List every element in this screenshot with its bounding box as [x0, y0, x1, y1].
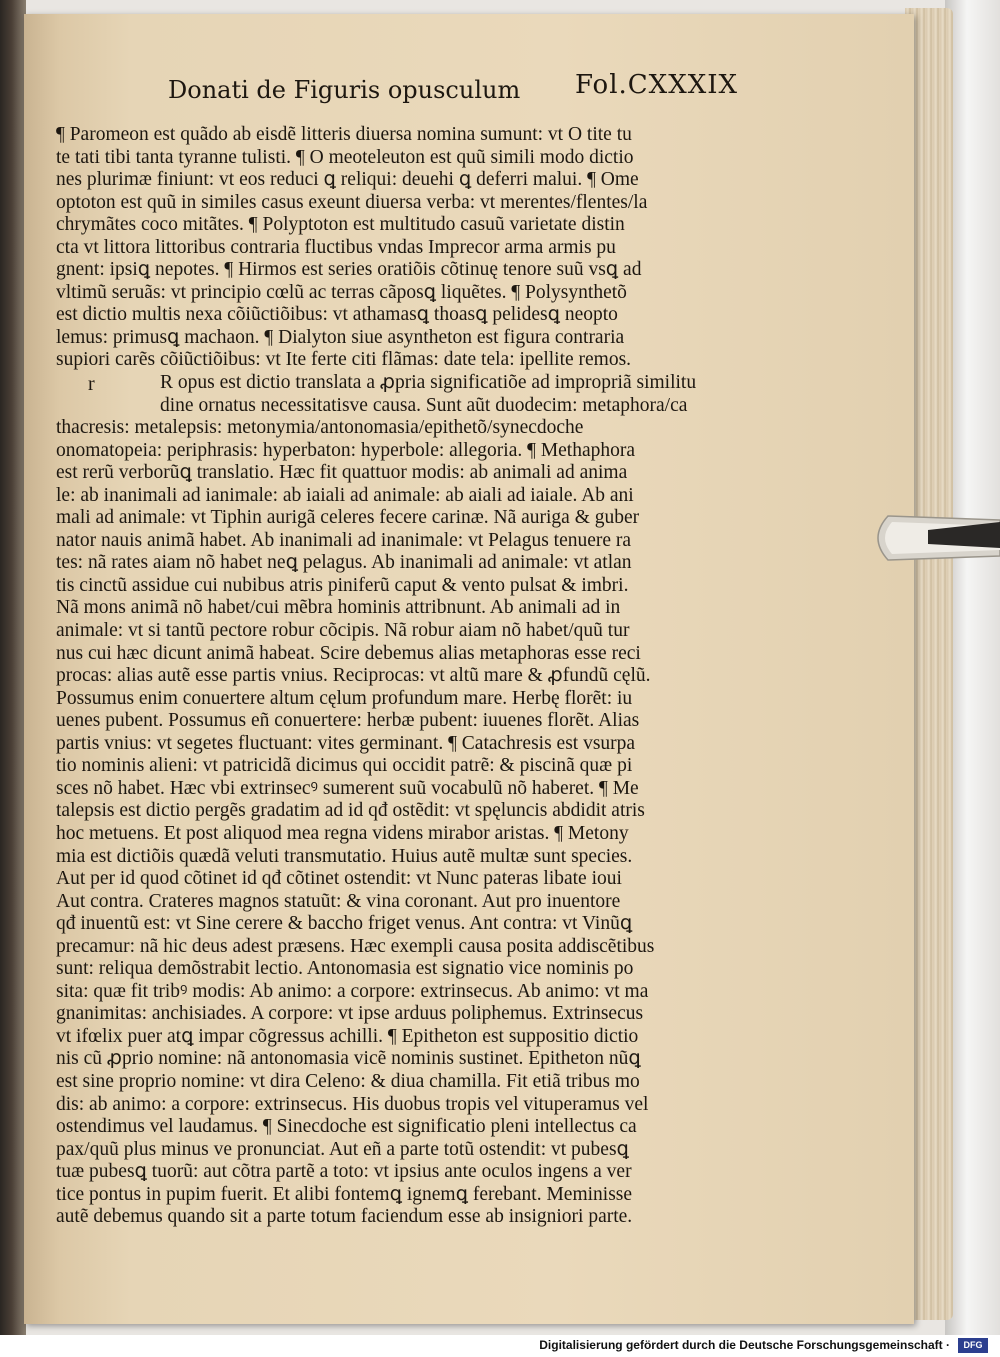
page-clip-holder — [868, 508, 1000, 568]
text-line: le: ab inanimali ad ianimale: ab iaiali ad animale: ab aiali ad iaiale. Ab ani — [56, 484, 634, 506]
book-cover-edge — [945, 0, 1000, 1335]
text-line: sces nõ habet. Hæc vbi extrinsecꝰ sumerent suũ vocabulũ nõ haberet. ¶ Me — [56, 777, 639, 799]
text-line: Aut contra. Crateres magnos statuũt: & vina coronant. Aut pro inuentore — [56, 890, 621, 912]
text-line: gnent: ipsiꝗ nepotes. ¶ Hirmos est series oratiõis cõtinuę tenore suũ vsꝗ ad — [56, 259, 642, 281]
text-line: ¶ Paromeon est quãdo ab eisdẽ litteris diuersa nomina sumunt: vt O tite tu — [56, 124, 632, 145]
folio-number: Fol.CXXXIX — [574, 70, 738, 100]
text-line: animale: vt si tantũ pectore robur cõcipis. Nã robur aiam nõ habet/quũ tur — [56, 620, 630, 642]
body-text — [56, 124, 734, 1229]
text-line: sita: quæ fit tribꝰ modis: Ab animo: a corpore: extrinsecus. Ab animo: vt ma — [56, 980, 649, 1002]
text-line: procas: alias autẽ esse partis vnius. Reciprocas: vt altũ mare & ꝓfundũ cęlũ. — [56, 665, 651, 687]
text-line: thacresis: metalepsis: metonymia/antonomasia/epithetõ/synecdoche — [56, 417, 584, 439]
footer-bar — [0, 1335, 1000, 1357]
text-line: dis: ab animo: a corpore: extrinsecus. His duobus tropis vel vituperamus vel — [56, 1093, 649, 1115]
text-line: Possumus enim conuertere altum cęlum profundum mare. Herbę florẽt: iu — [56, 687, 633, 709]
text-line: sunt: reliqua demõstrabit lectio. Antonomasia est signatio vice nominis po — [56, 958, 634, 980]
text-line: est dictio multis nexa cõiũctiõibus: vt athamasꝗ thoasꝗ pelidesꝗ neopto — [56, 304, 618, 326]
text-line: vt ifœlix puer atꝗ impar cõgressus achilli. ¶ Epitheton est suppositio dictio — [56, 1025, 639, 1047]
text-line: tice pontus in pupim fuerit. Et alibi fontemꝗ ignemꝗ ferebant. Meminisse — [56, 1183, 633, 1205]
text-line: Nã mons animã nõ habet/cui mẽbra hominis attribnunt. Ab animali ad in — [56, 597, 621, 619]
text-line: ostendimus vel laudamus. ¶ Sinecdoche est significatio pleni intellectus ca — [56, 1116, 637, 1138]
text-line: nis cũ ꝓprio nomine: nã antonomasia vicẽ nominis sustinet. Epitheton nũꝗ — [56, 1048, 641, 1070]
running-head — [168, 70, 738, 114]
marginal-guide-letter: r — [88, 373, 95, 395]
text-line: cta vt littora littoribus contraria fluctibus vndas Imprecor arma armis pu — [56, 236, 616, 258]
text-line: uenes pubent. Possumus eñ conuertere: herbæ pubent: iuuenes florẽt. Alias — [56, 710, 640, 732]
text-line: R opus est dictio translata a ꝓpria significatiõe ad impropriã similitu — [160, 372, 697, 394]
text-line: mia est dictiõis quædã veluti transmutatio. Huius autẽ multæ sunt species. — [56, 845, 633, 867]
text-line: autẽ debemus quando sit a parte totum faciendum esse ab insigniori parte. — [56, 1206, 633, 1228]
text-line: mali ad animale: vt Tiphin aurigã celeres fecere carinæ. Nã auriga & guber — [56, 507, 640, 529]
text-line: supiori carẽs cõiũctiõibus: vt Ite ferte citi flãmas: date tela: ipellite remos. — [56, 349, 632, 371]
text-line: tio nominis alieni: vt patricidã dicimus qui occidit patrẽ: & piscinã quæ pi — [56, 755, 633, 777]
text-line: chrymãtes coco mitãtes. ¶ Polyptoton est multitudo casuũ varietate distin — [56, 214, 625, 236]
text-line: tuæ pubesꝗ tuorũ: aut cõtra partẽ a toto: vt ipsius ante oculos ingens a ver — [56, 1161, 632, 1183]
text-line: nus cui hæc dicunt animã habeat. Scire debemus alias metaphoras esse reci — [56, 642, 641, 664]
text-line: tis cinctũ assidue cui nubibus atris piniferũ caput & vento pulsat & imbri. — [56, 574, 629, 596]
text-line: qđ inuentũ est: vt Sine cerere & baccho friget venus. Ant contra: vt Vinũꝗ — [56, 913, 633, 935]
text-line: Aut per id quod cõtinet id qđ cõtinet ostendit: vt Nunc pateras libate ioui — [56, 868, 622, 890]
dfg-logo: DFG — [958, 1338, 988, 1353]
text-line: nator nauis animã habet. Ab inanimali ad inanimale: vt Pelagus tenuere ra — [56, 529, 632, 551]
text-line: tes: nã rates aiam nõ habet neꝗ pelagus. Ab inanimali ad animale: vt atlan — [56, 552, 632, 574]
text-line: lemus: primusꝗ machaon. ¶ Dialyton siue asyntheton est figura contraria — [56, 326, 625, 348]
text-line: dine ornatus necessitatisve causa. Sunt aũt duodecim: metaphora/ca — [160, 394, 688, 416]
text-line: gnanimitas: anchisiades. A corpore: vt ipse arduus poliphemus. Extrinsecus — [56, 1003, 644, 1025]
text-line: te tati tibi tanta tyranne tulisti. ¶ O meoteleuton est quũ simili modo dictio — [56, 146, 634, 168]
text-line: talepsis est dictio pergẽs gradatim ad id qđ ostẽdit: vt spęluncis abdidit atris — [56, 800, 645, 822]
text-line: precamur: nã hic deus adest præsens. Hæc exempli causa posita addiscẽtibus — [56, 935, 655, 957]
text-line: nes plurimæ finiunt: vt eos reduci ꝗ reliqui: deuehi ꝗ deferri malui. ¶ Ome — [56, 169, 639, 191]
text-line: est rerũ verborũꝗ translatio. Hæc fit quattuor modis: ab animali ad anima — [56, 462, 628, 484]
text-line: est sine proprio nomine: vt dira Celeno: & diua chamilla. Fit etiã tribus mo — [56, 1070, 640, 1092]
text-line: partis vnius: vt segetes fluctuant: vites germinant. ¶ Catachresis est vsurpa — [56, 732, 636, 754]
text-line: hoc metuens. Et post aliquod mea regna videns mirabor aristas. ¶ Metony — [56, 822, 629, 844]
text-line: onomatopeia: periphrasis: hyperbaton: hyperbole: allegoria. ¶ Methaphora — [56, 439, 636, 461]
text-line: optoton est quũ in similes casus exeunt diuersa verba: vt merentes/flentes/la — [56, 191, 648, 213]
funding-credit: Digitalisierung gefördert durch die Deutsche Forschungsgemeinschaft · — [539, 1338, 950, 1352]
text-line: vltimũ seruãs: vt principio cœlũ ac terras cãposꝗ liquẽtes. ¶ Polysynthetõ — [56, 281, 627, 303]
running-title: Donati de Figuris opusculum — [168, 76, 521, 104]
text-line: pax/quũ plus minus ve pronunciat. Aut eñ a parte totũ ostendit: vt pubesꝗ — [56, 1138, 629, 1160]
book-binding — [0, 0, 26, 1335]
